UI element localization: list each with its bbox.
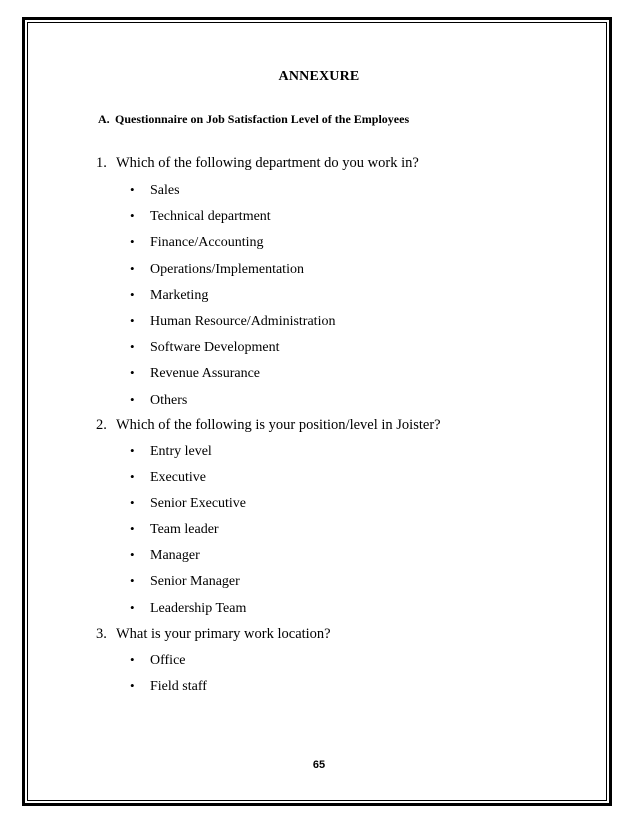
option-label: Team leader: [150, 522, 219, 537]
bullet-icon: •: [130, 652, 135, 667]
option-item: [130, 365, 260, 382]
option-label: Entry level: [150, 444, 212, 459]
option-item: [130, 443, 212, 460]
bullet-icon: •: [130, 678, 135, 693]
option-label: Operations/Implementation: [150, 262, 304, 277]
option-item: [130, 678, 207, 695]
section-heading: [98, 112, 409, 127]
question-text: Which of the following is your position/level in Joister?: [116, 417, 441, 433]
bullet-icon: •: [130, 261, 135, 276]
option-item: [130, 573, 240, 590]
bullet-icon: •: [130, 600, 135, 615]
option-item: [130, 600, 246, 617]
option-label: Human Resource/Administration: [150, 314, 336, 329]
option-label: Senior Executive: [150, 496, 247, 511]
question-1: [96, 155, 419, 172]
bullet-icon: •: [130, 547, 135, 562]
option-item: [130, 313, 335, 330]
question-text: Which of the following department do you work in?: [116, 155, 419, 171]
question-2: [96, 417, 441, 434]
option-item: [130, 208, 271, 225]
question-text: What is your primary work location?: [116, 626, 331, 642]
option-item: [130, 392, 187, 409]
option-label: Executive: [150, 470, 206, 485]
option-item: [130, 339, 279, 356]
option-label: Leadership Team: [150, 601, 247, 616]
question-3: [96, 626, 331, 643]
option-label: Manager: [150, 548, 200, 563]
option-label: Revenue Assurance: [150, 366, 261, 381]
option-item: [130, 652, 186, 669]
option-item: [130, 234, 264, 251]
bullet-icon: •: [130, 339, 135, 354]
bullet-icon: •: [130, 443, 135, 458]
option-label: Senior Manager: [150, 574, 240, 589]
bullet-icon: •: [130, 469, 135, 484]
option-label: Field staff: [150, 679, 207, 694]
option-item: [130, 261, 304, 278]
option-label: Marketing: [150, 288, 209, 303]
bullet-icon: •: [130, 365, 135, 380]
document-title: ANNEXURE: [278, 69, 360, 84]
option-label: Sales: [150, 183, 180, 198]
option-item: [130, 469, 206, 486]
option-label: Software Development: [150, 340, 280, 355]
question-number: 1.: [96, 155, 107, 171]
option-label: Office: [150, 653, 186, 668]
bullet-icon: •: [130, 521, 135, 536]
option-label: Technical department: [150, 209, 271, 224]
bullet-icon: •: [130, 392, 135, 407]
bullet-icon: •: [130, 573, 135, 588]
option-label: Finance/Accounting: [150, 235, 264, 250]
page-number: 65: [312, 759, 326, 771]
option-label: Others: [150, 393, 188, 408]
bullet-icon: •: [130, 313, 135, 328]
question-number: 2.: [96, 417, 107, 433]
question-number: 3.: [96, 626, 107, 642]
option-item: [130, 182, 180, 199]
option-item: [130, 521, 219, 538]
bullet-icon: •: [130, 287, 135, 302]
option-item: [130, 287, 208, 304]
bullet-icon: •: [130, 234, 135, 249]
bullet-icon: •: [130, 208, 135, 223]
section-marker: A.: [98, 112, 110, 126]
option-item: [130, 547, 200, 564]
option-item: [130, 495, 246, 512]
section-heading-text: Questionnaire on Job Satisfaction Level of the Employees: [115, 112, 410, 126]
bullet-icon: •: [130, 495, 135, 510]
bullet-icon: •: [130, 182, 135, 197]
